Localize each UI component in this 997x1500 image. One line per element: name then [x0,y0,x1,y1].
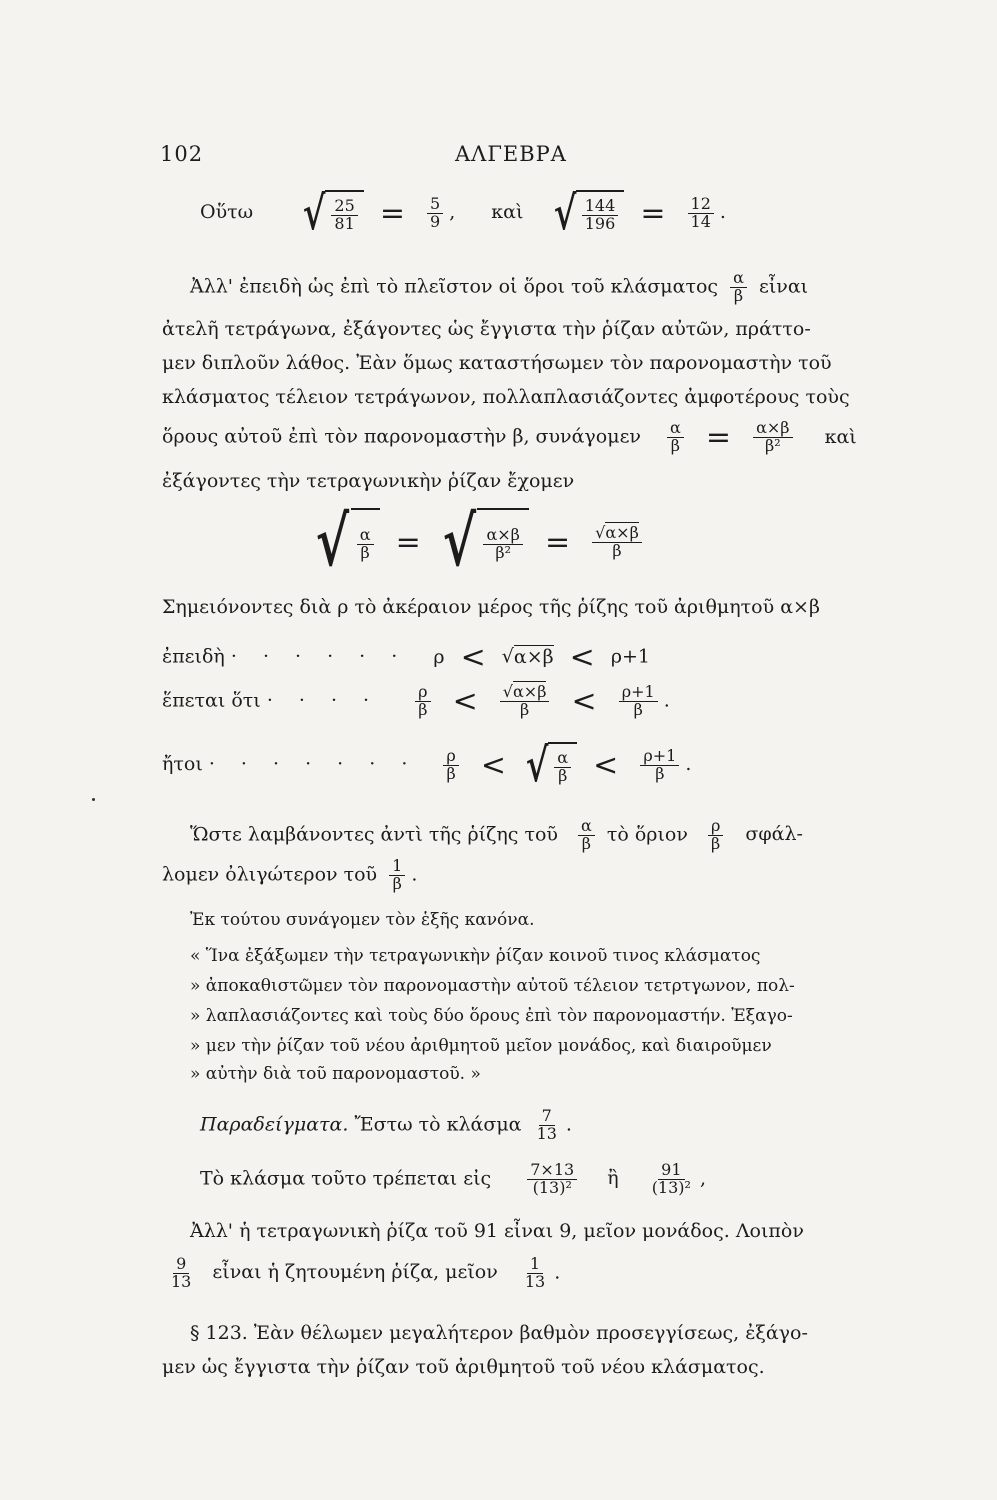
rule-intro: Ἐκ τούτου συνάγομεν τὸν ἑξῆς κανόνα. [190,910,535,930]
formula-label: Οὕτω [200,201,254,223]
rule-line2: » ἀποκαθιστῶμεν τὸν παρονομαστὴν αὐτοῦ τέλειον τετρτγωνον, πολ- [190,976,795,996]
formula-line-1: Οὕτω √ $\frac{25}{81}$ = $\frac{5}{9}$ , καὶ √ $\frac{144}{196}$ = $\frac{12}{14}$ . [200,186,726,240]
page-number: 102 [160,142,204,166]
rule-line3: » λαπλασιάζοντες καὶ τοὺς δύο ὅρους ἐπὶ τὸν παρονομαστήν. Ἐξαγο- [190,1006,793,1026]
example-line4: $\frac{9}{13}$ εἶναι ἡ ζητουμένη ῥίζα, μεῖον $\frac{1}{13}$ . [171,1254,561,1291]
formula-line-2: √ $\frac{\alpha}{\beta}$ = √ $\frac{\alpha\times\beta}{\text{β²}}$ = $\frac{√\alpha\times\beta}{\beta}$ [310,508,648,576]
rule-line5: » αὐτὴν διὰ τοῦ παρονομαστοῦ. » [190,1064,481,1084]
inequality-1: ἐπειδὴ · · · · · · ρ < √α×β < ρ+1 [162,640,651,675]
example-title: Παραδείγματα. [200,1113,349,1136]
sqrt-ab-over-b: $\frac{√\alpha\times\beta}{\beta}$ [592,525,642,560]
rule-line1: « Ἵνα ἐξάξωμεν τὴν τετραγωνικὴν ῥίζαν κοινοῦ τινος κλάσματος [190,946,761,966]
fraction-12-14: $\frac{12}{14}$ [688,196,714,231]
example-line1: Παραδείγματα. Ἔστω τὸ κλάσμα $\frac{7}{13}$ . [200,1106,572,1143]
example-line2: Τὸ κλάσμα τοῦτο τρέπεται εἰς $\frac{7\times 13}{\text{(13)²}}$ ἢ $\frac{91}{\text{(13)²}}$ , [200,1160,706,1197]
section-123-line1: § 123. Ἐὰν θέλωμεν μεγαλήτερον βαθμὸν προσεγγίσεως, ἐξάγο- [190,1322,808,1344]
sqrt-a-over-b: √ $\frac{\alpha}{\beta}$ [310,508,380,576]
running-title: ΑΛΓΕΒΡΑ [455,142,567,166]
sqrt-144-196: √ $\frac{144}{196}$ [550,190,625,236]
para2-line1: Σημειόνοντες διὰ ρ τὸ ἀκέραιον μέρος τῆς ῥίζης τοῦ ἀριθμητοῦ α×β [162,596,820,618]
stray-mark [92,798,95,801]
para1-line6: ἐξάγοντες τὴν τετραγωνικὴν ῥίζαν ἔχομεν [162,470,575,492]
formula-conj: καὶ [491,201,524,223]
para1-line1: Ἀλλ' ἐπειδὴ ὡς ἐπὶ τὸ πλεῖστον οἱ ὅροι τοῦ κλάσματος $\frac{\alpha}{\beta}$ εἶναι [190,268,809,305]
para1-line3: μεν διπλοῦν λάθος. Ἐὰν ὅμως καταστήσωμεν τὸν παρονομαστὴν τοῦ [162,352,832,374]
para3-line2: λομεν ὀλιγώτερον τοῦ $\frac{1}{\beta}$ . [162,856,418,893]
section-123-line2: μεν ὡς ἔγγιστα τὴν ῥίζαν τοῦ ἀριθμητοῦ τοῦ νέου κλάσματος. [162,1356,765,1378]
example-line3: Ἀλλ' ἡ τετραγωνικὴ ῥίζα τοῦ 91 εἶναι 9, μεῖον μονάδος. Λοιπὸν [190,1220,804,1242]
fraction-5-9: $\frac{5}{9}$ [427,196,443,231]
para1-line5: ὅρους αὐτοῦ ἐπὶ τὸν παρονομαστὴν β, συνάγομεν $\frac{\alpha}{\beta}$ = $\frac{\alpha\times\beta}{\text{β²}}$ καὶ [162,418,857,455]
rule-line4: » μεν τὴν ῥίζαν τοῦ νέου ἀριθμητοῦ μεῖον μονάδος, καὶ διαιροῦμεν [190,1036,772,1056]
inequality-3: ἤτοι · · · · · · · $\frac{\rho}{\beta}$ < √ $\frac{\alpha}{\beta}$ < $\frac{\rho+1}{\beta}$ . [162,738,692,792]
sqrt-ab-over-b2: √ $\frac{\alpha\times\beta}{\text{β²}}$ [437,508,529,576]
inequality-2: ἕπεται ὅτι · · · · $\frac{\rho}{\beta}$ < $\frac{√\alpha\times\beta}{\beta}$ < $\frac{\rho+1}{\beta}$ . [162,682,670,719]
para1-line4: κλάσματος τέλειον τετράγωνον, πολλαπλασιάζοντες ἀμφοτέρους τοὺς [162,386,850,408]
sqrt-25-81: √ $\frac{25}{81}$ [299,190,364,236]
radical-sign: √ [302,186,326,240]
para1-line2: ἀτελῆ τετράγωνα, ἐξάγοντες ὡς ἔγγιστα τὴν ῥίζαν αὐτῶν, πράττο- [162,318,811,340]
para3-line1: Ὥστε λαμβάνοντες ἀντὶ τῆς ῥίζης τοῦ $\frac{\alpha}{\beta}$ τὸ ὅριον $\frac{\rho}{\beta}$ σφάλ- [190,816,803,853]
